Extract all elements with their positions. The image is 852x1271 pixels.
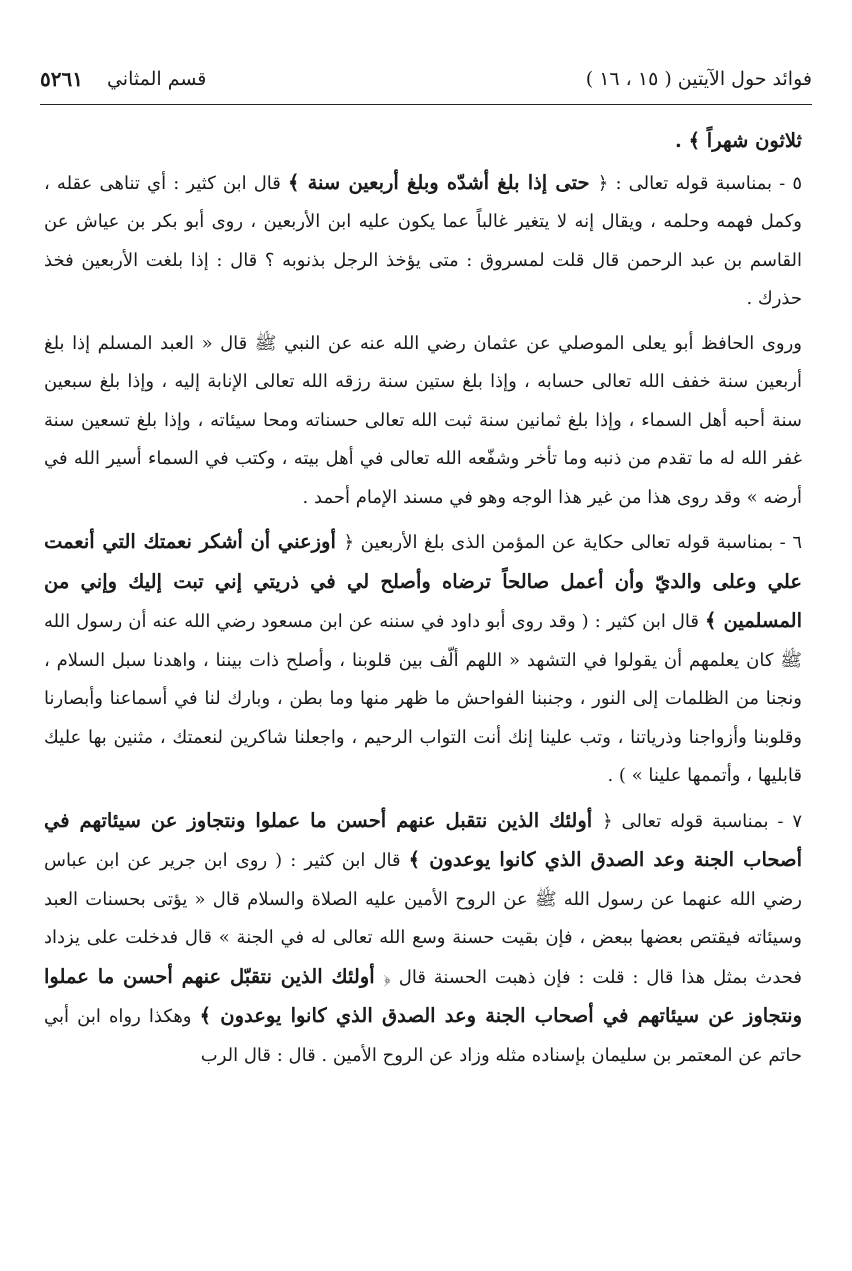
paragraph-text: وروى الحافظ أبو يعلى الموصلي عن عثمان رضي الله عنه عن النبي ﷺ قال « العبد المسلم إذا بلغ أربعين سنة خفف الله تعالى حسابه ، وإذا بلغ ستين سنة رزقه الله تعالى الإنابة إليه ، وإذا بلغ سبعين سنة أحبه أهل السماء ، وإذا بلغ ثمانين سنة ثبت الله تعالى حسناته ومحا سيئاته ، وإذا بلغ تسعين سنة غفر الله له ما تقدم من ذنبه وما تأخر وشفّعه الله تعالى في أهل بيته ، وكتب في السماء أسير الله في أرضه » وقد روى هذا من غير هذا الوجه وهو في مسند الإمام أحمد . (44, 332, 802, 508)
paragraph-text: قال ابن كثير : ( روى ابن جرير عن ابن عباس رضي الله عنهما عن رسول الله ﷺ عن الروح الأمين عليه الصلاة والسلام قال « يؤتى بحسنات العبد وسيئاته فيقتص بعضها ببعض ، فإن بقيت حسنة وسع الله تعالى له في الجنة » قال فدخلت على يزداد فحدث بمثل هذا قال : قلت : فإن ذهبت الحسنة قال ﴿ (44, 850, 802, 988)
quran-verse: أوزعني أن أشكر نعمتك التي أنعمت علي وعلى والديّ وأن أعمل صالحاً ترضاه وأصلح لي في ذريتي إني تبت إليك وإني من المسلمين ﴾ (44, 530, 802, 632)
running-header (40, 60, 812, 98)
header-rule (40, 104, 812, 105)
header-left-group (40, 67, 206, 91)
paragraph-text: قال ابن كثير : ( وقد روى أبو داود في سننه عن ابن مسعود رضي الله عنه أن رسول الله ﷺ كان يعلمهم أن يقولوا في التشهد « اللهم ألّف بين قلوبنا ، وأصلح ذات بيننا ، واهدنا سبل السلام ، ونجنا من الظلمات إلى النور ، وجنبنا الفواحش ما ظهر منها وما بطن ، وبارك لنا في أسماعنا وأبصارنا وقلوبنا وأزواجنا وذرياتنا ، وتب علينا إنك أنت التواب الرحيم ، واجعلنا شاكرين لنعمتك ، مثنين بها عليك قابليها ، وأتممها علينا » ) . (44, 611, 802, 786)
quran-verse: ثلاثون شهراً ﴾ . (675, 129, 802, 152)
paragraph-text: ٥ - بمناسبة قوله تعالى : ﴿ (597, 172, 802, 194)
running-title: فوائد حول الآيتين ( ١٥ ، ١٦ ) (585, 68, 812, 90)
paragraph-text: ٦ - بمناسبة قوله تعالى حكاية عن المؤمن الذى بلغ الأربعين ﴿ (343, 532, 802, 553)
quran-verse: أولئك الذين نتقبل عنهم أحسن ما عملوا ونتجاوز عن سيئاتهم في أصحاب الجنة وعد الصدق الذي كانوا يوعدون ﴾ (44, 808, 802, 871)
section-name: قسم المثاني (106, 68, 207, 90)
paragraph-text: وهكذا رواه ابن أبي حاتم عن المعتمر بن سليمان بإسناده مثله وزاد عن الروح الأمين . قال : قال الرب (44, 1006, 802, 1066)
paragraph-text: قال ابن كثير : أي تناهى عقله ، وكمل فهمه وحلمه ، ويقال إنه لا يتغير غالباً عما يكون عليه ابن الأربعين ، روى أبو بكر بن عياش عن القاسم بن عبد الرحمن قال قلت لمسروق : متى يؤخذ الرجل بذنوبه ؟ قال : إذا بلغت الأربعين فخذ حذرك . (44, 172, 802, 309)
paragraph-5 (44, 164, 802, 319)
paragraph-6 (44, 523, 802, 796)
paragraph-continuation (44, 122, 802, 162)
quran-verse: حتى إذا بلغ أشدّه وبلغ أربعين سنة ﴾ (287, 170, 598, 194)
quran-verse: أولئك الذين نتقبّل عنهم أحسن ما عملوا ونتجاوز عن سيئاتهم في أصحاب الجنة وعد الصدق الذي كانوا يوعدون ﴾ (44, 964, 802, 1027)
paragraph-7 (44, 802, 802, 1076)
page-body (44, 122, 802, 1257)
paragraph-text: ٧ - بمناسبة قوله تعالى ﴿ (602, 810, 802, 832)
paragraph-hadith (44, 325, 802, 518)
page-number: ٥٢٦١ (40, 67, 83, 91)
